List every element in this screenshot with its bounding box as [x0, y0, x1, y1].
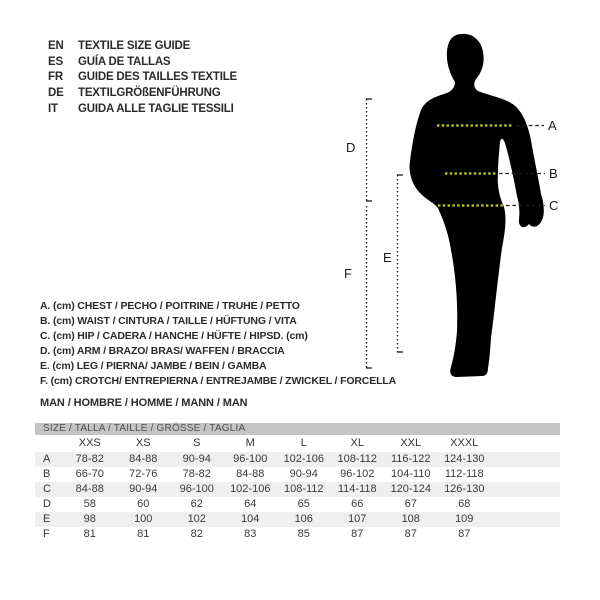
size-table-header-bar: SIZE / TALLA / TAILLE / GRÖSSE / TAGLIA: [35, 423, 560, 435]
row-label: A: [43, 453, 51, 465]
marker-label-b: B: [549, 166, 558, 181]
cell: 100: [134, 513, 153, 525]
legend-line-e: E. (cm) LEG / PIERNA/ JAMBE / BEIN / GAMBA: [40, 360, 267, 372]
row-label: C: [43, 483, 51, 495]
cell: 85: [297, 528, 310, 540]
cell: 108-112: [283, 483, 324, 495]
cell: 60: [137, 498, 150, 510]
cell: 81: [137, 528, 150, 540]
marker-label-f: F: [344, 266, 352, 281]
size-col-xxl: XXL: [400, 437, 422, 449]
table-row-e: [35, 512, 560, 527]
lang-title: TEXTILE SIZE GUIDE: [78, 40, 191, 52]
cell: 64: [244, 498, 257, 510]
cell: 58: [83, 498, 96, 510]
lang-title: GUIDA ALLE TAGLIE TESSILI: [78, 102, 234, 115]
marker-label-c: C: [549, 198, 559, 213]
legend-line-d: D. (cm) ARM / BRAZO/ BRAS/ WAFFEN / BRACCIA: [40, 345, 285, 357]
marker-label-d: D: [346, 140, 356, 155]
lang-title: GUIDE DES TAILLES TEXTILE: [78, 71, 237, 84]
cell: 72-76: [129, 468, 158, 480]
lang-title: TEXTILGRÖßENFÜHRUNG: [78, 87, 221, 100]
cell: 78-82: [75, 453, 104, 465]
cell: 109: [455, 513, 474, 525]
lang-code: FR: [48, 71, 63, 84]
cell: 83: [244, 528, 257, 540]
gender-heading: MAN / HOMBRE / HOMME / MANN / MAN: [40, 397, 248, 409]
cell: 107: [348, 513, 367, 525]
marker-label-a: A: [548, 118, 557, 133]
size-col-xs: XS: [135, 437, 151, 449]
cell: 102: [187, 513, 206, 525]
cell: 104: [241, 513, 260, 525]
lang-row-de: [48, 86, 237, 102]
cell: 116-122: [390, 453, 431, 465]
lang-code: IT: [48, 102, 58, 115]
size-col-xxs: XXS: [78, 437, 101, 449]
cell: 81: [83, 528, 96, 540]
row-label: E: [43, 513, 51, 525]
size-col-l: L: [300, 437, 307, 449]
size-col-m: M: [245, 437, 255, 449]
cell: 87: [404, 528, 417, 540]
legend-line-a: A. (cm) CHEST / PECHO / POITRINE / TRUHE / PETTO: [40, 300, 300, 312]
cell: 112-118: [444, 468, 484, 480]
cell: 87: [351, 528, 364, 540]
table-row-a: [35, 452, 560, 467]
size-table: [35, 423, 560, 542]
cell: 96-102: [340, 468, 375, 480]
cell: 114-118: [337, 483, 377, 495]
cell: 126-130: [444, 483, 485, 495]
cell: 78-82: [182, 468, 211, 480]
row-label: D: [43, 498, 51, 510]
lang-row-en: [48, 39, 237, 55]
cell: 104-110: [390, 468, 431, 480]
cell: 108: [401, 513, 420, 525]
lang-code: DE: [48, 87, 64, 100]
table-row-f: [35, 527, 560, 542]
lang-row-fr: [48, 70, 237, 86]
row-label: F: [43, 528, 50, 540]
cell: 120-124: [390, 483, 431, 495]
cell: 68: [458, 498, 471, 510]
lang-code: ES: [48, 55, 63, 68]
cell: 96-100: [233, 453, 268, 465]
lang-title: GUÍA DE TALLAS: [78, 55, 171, 68]
table-row-c: [35, 482, 560, 497]
cell: 98: [83, 513, 96, 525]
cell: 84-88: [129, 453, 158, 465]
cell: 124-130: [444, 453, 485, 465]
cell: 84-88: [236, 468, 265, 480]
cell: 67: [404, 498, 417, 510]
table-row-b: [35, 467, 560, 482]
language-title-block: [48, 39, 237, 118]
size-columns-row: [35, 435, 560, 452]
cell: 82: [190, 528, 203, 540]
cell: 102-106: [230, 483, 271, 495]
legend-line-f: F. (cm) CROTCH/ ENTREPIERNA / ENTREJAMBE / ZWICKEL / FORCELLA: [40, 375, 397, 387]
table-row-d: [35, 497, 560, 512]
cell: 65: [297, 498, 310, 510]
marker-label-e: E: [383, 250, 392, 265]
size-col-xxxl: XXXL: [450, 437, 479, 449]
cell: 84-88: [75, 483, 104, 495]
cell: 66-70: [75, 468, 104, 480]
cell: 102-106: [283, 453, 324, 465]
size-col-xl: XL: [350, 437, 364, 449]
measurement-legend: [40, 299, 396, 389]
cell: 90-94: [289, 468, 318, 480]
cell: 106: [294, 513, 313, 525]
legend-line-b: B. (cm) WAIST / CINTURA / TAILLE / HÜFTUNG / VITA: [40, 315, 297, 327]
row-label: B: [43, 468, 51, 480]
cell: 90-94: [129, 483, 158, 495]
cell: 108-112: [337, 453, 378, 465]
legend-line-c: C. (cm) HIP / CADERA / HANCHE / HÜFTE / HIPSD. (cm): [40, 330, 308, 342]
lang-row-es: [48, 55, 237, 71]
lang-code: EN: [48, 40, 64, 52]
cell: 87: [458, 528, 471, 540]
size-col-s: S: [193, 437, 201, 449]
cell: 90-94: [182, 453, 211, 465]
cell: 62: [190, 498, 203, 510]
cell: 66: [351, 498, 364, 510]
cell: 96-100: [179, 483, 214, 495]
lang-row-it: [48, 102, 237, 118]
